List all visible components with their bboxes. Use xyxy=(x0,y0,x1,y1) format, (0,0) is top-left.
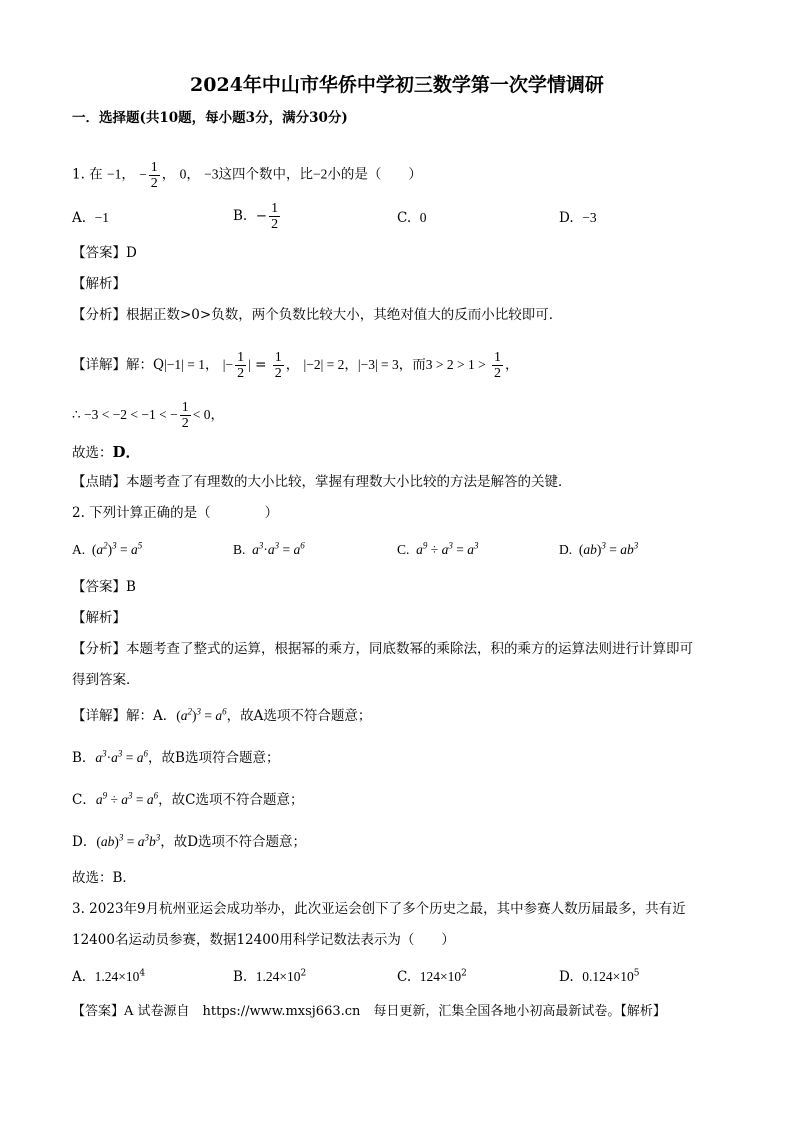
q1-choose: 故选：D． xyxy=(72,443,141,461)
q1-option-d: D. −3 xyxy=(559,210,597,226)
q2-option-c: C. $a^9 \div a^3 = a^3$ xyxy=(397,540,479,557)
question-1-options xyxy=(72,201,734,235)
q1-num-zero: 0 xyxy=(179,166,187,182)
question-3-options xyxy=(72,967,734,991)
q2-option-b: B. $a^3\cdot a^3 = a^6$ xyxy=(233,540,305,557)
q1-num-neg1: −1 xyxy=(106,166,122,182)
q1-fenxi: 【分析】根据正数>0>负数，两个负数比较大小，其绝对值大的反而小比较即可． xyxy=(72,307,563,323)
question-2-options xyxy=(72,540,734,564)
q3-answer-line: 【答案】A 试卷源自 https://www.mxsj663.cn 每日更新，汇集全国各地小初高最新试卷。【解析】 xyxy=(72,1004,666,1019)
q1-detail: 【详解】解：Q|−1| = 1， |− $\frac{1}{2}$ | = $\frac{1}{2}$ ， |−2| = 2，|−3| = 3，而3 > 2 > 1 > $\frac{1}{2}$ ， xyxy=(72,350,519,382)
q1-dianjing: 【点睛】本题考查了有理数的大小比较，掌握有理数大小比较的方法是解答的关键． xyxy=(72,474,572,490)
q1-mid: 这四个数中，比 xyxy=(218,166,313,183)
q1-answer: 【答案】D xyxy=(72,245,137,261)
q2-fenxi-2: 得到答案． xyxy=(72,672,140,688)
q2-fenxi-1: 【分析】本题考查了整式的运算，根据幂的乘方，同底数幂的乘除法，积的乘方的运算法则进行计算即可 xyxy=(72,641,693,657)
q2-option-d: D. $(ab)^3 = ab^3$ xyxy=(559,540,639,557)
q1-prefix: 1. 在 xyxy=(72,166,103,183)
q1-num-neg2: −2 xyxy=(312,166,328,182)
q1-neg-half: − $\frac{1}{2}$ xyxy=(139,160,158,191)
q2-answer: 【答案】B xyxy=(72,579,136,595)
q1-analysis-label: 【解析】 xyxy=(72,276,126,292)
q3-option-b: B. $1.24\times 10^2$ xyxy=(233,968,307,985)
q1-ordering: ∴ −3 < −2 < −1 < − $\frac{1}{2}$ < 0， xyxy=(72,400,225,431)
section-heading: 一．选择题(共10题，每小题3分，满分30分) xyxy=(72,110,348,126)
question-2-stem: 2. 下列计算正确的是（ ） xyxy=(72,505,279,521)
q1-option-a: A. −1 xyxy=(72,210,110,226)
page-title: 2024年中山市华侨中学初三数学第一次学情调研 xyxy=(190,74,604,96)
q1-suffix: 小的是（ ） xyxy=(327,166,422,183)
q2-option-a: A. $(a^2)^3 = a^5$ xyxy=(72,540,143,557)
q1-num-neg3: −3 xyxy=(204,166,219,182)
q3-option-a: A. $1.24\times 10^4$ xyxy=(72,968,146,985)
q2-analysis-label: 【解析】 xyxy=(72,610,126,626)
q2-detail-c: C．$a^9 \div a^3 = a^6$，故C选项不符合题意； xyxy=(72,790,304,808)
q2-detail-a: 【详解】解：A．$(a^2)^3 = a^6$，故A选项不符合题意； xyxy=(72,706,372,724)
q2-detail-b: B．$a^3\cdot a^3 = a^6$，故B选项符合题意； xyxy=(72,748,280,766)
q1-option-c: C. 0 xyxy=(397,210,427,226)
question-1-stem: 1. 在 −1， − $\frac{1}{2}$ ， 0， −3这四个数中，比−2小的是（ ） xyxy=(72,160,422,191)
question-3-stem-2: 12400名运动员参赛，数据12400用科学记数法表示为（ ） xyxy=(72,932,455,948)
q2-detail-d: D．$(ab)^3 = a^3b^3$，故D选项不符合题意； xyxy=(72,832,307,850)
q2-choose: 故选：B． xyxy=(72,870,136,886)
q3-option-d: D. $0.124\times 10^5$ xyxy=(559,968,640,985)
question-3-stem-1: 3. 2023年9月杭州亚运会成功举办，此次亚运会创下了多个历史之最，其中参赛人数历届最多，共有近 xyxy=(72,901,686,917)
q1-option-b: B. − $\frac{1}{2}$ xyxy=(233,201,279,232)
q3-option-c: C. $124\times 10^2$ xyxy=(397,968,467,985)
